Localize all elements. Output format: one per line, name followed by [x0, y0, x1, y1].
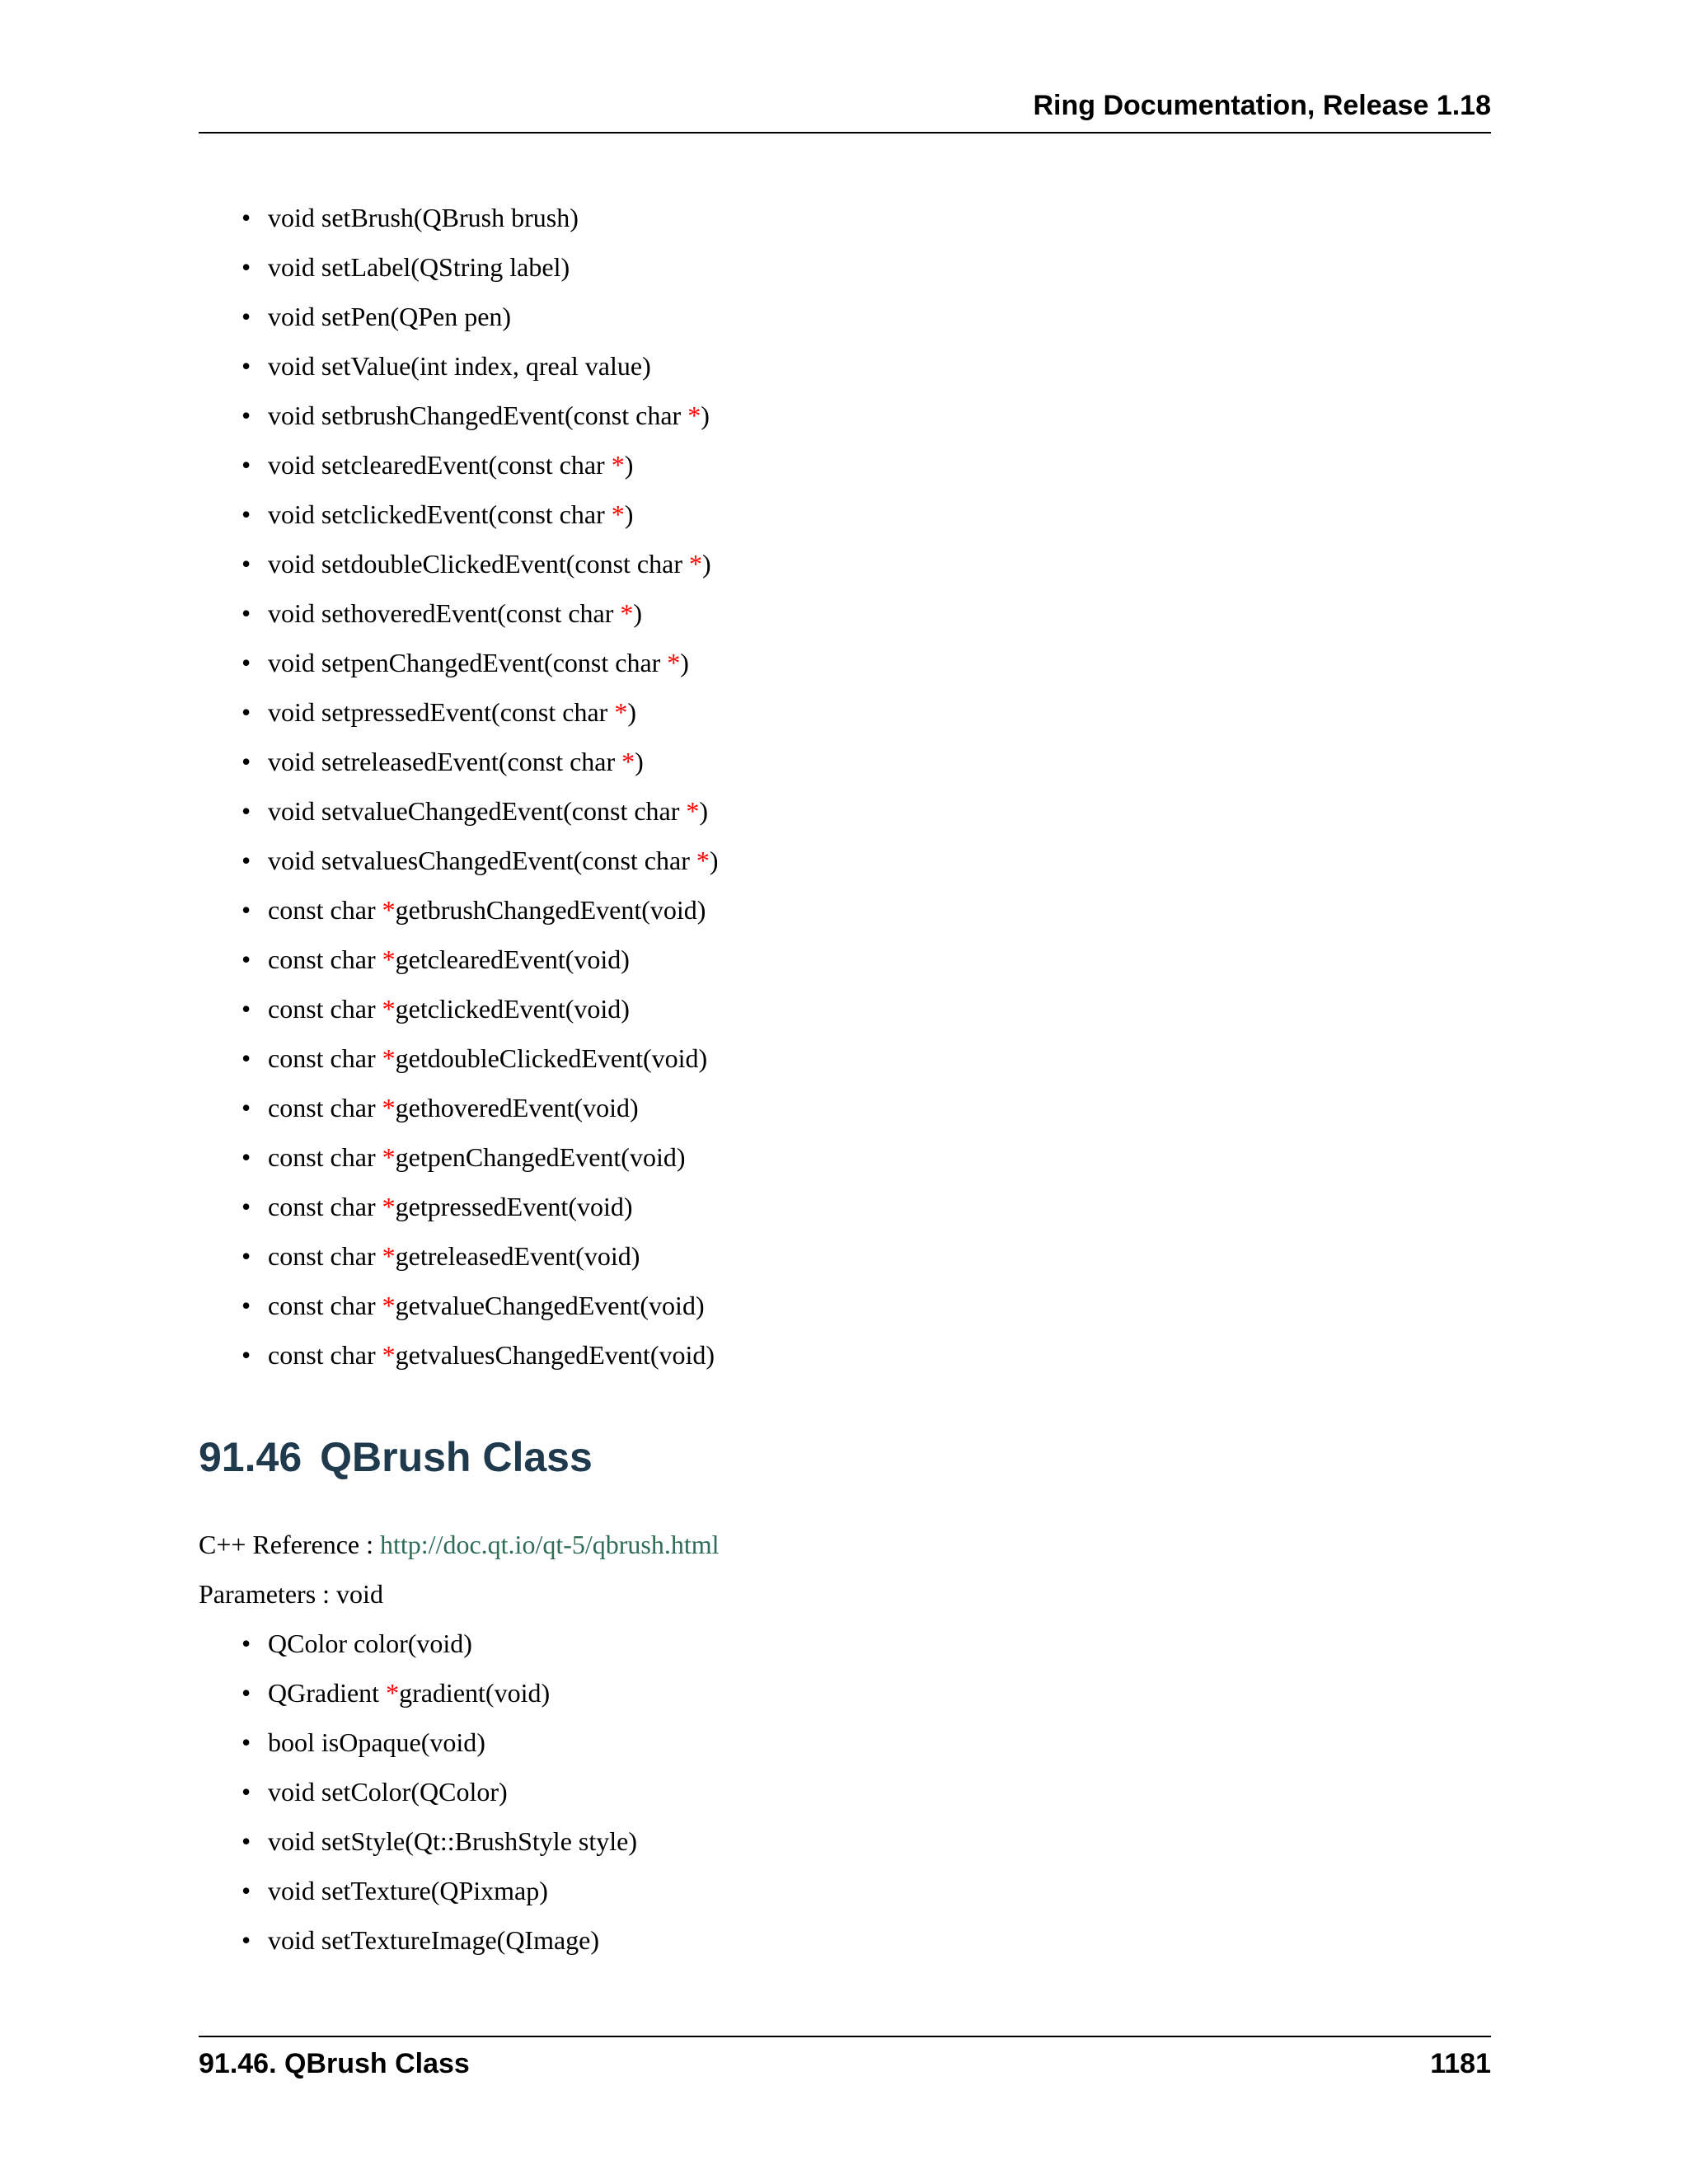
- method-item: [199, 588, 719, 638]
- pointer-asterisk: *: [687, 401, 701, 430]
- pointer-asterisk: *: [696, 846, 710, 875]
- method-text: ): [624, 499, 634, 529]
- footer-page-number: 1181: [1430, 2048, 1491, 2079]
- method-list-previous-class: [199, 193, 719, 1380]
- method-item: [199, 1231, 719, 1281]
- method-text: const char: [268, 895, 382, 925]
- method-item: [199, 786, 719, 836]
- cpp-reference-label: C++ Reference :: [199, 1530, 380, 1559]
- method-text: void setValue(int index, qreal value): [268, 351, 651, 381]
- method-text: ): [627, 697, 636, 727]
- pointer-asterisk: *: [686, 796, 700, 826]
- method-item: [199, 1619, 637, 1668]
- method-text: getclickedEvent(void): [395, 994, 630, 1024]
- pointer-asterisk: *: [382, 895, 396, 925]
- method-text: QColor color(void): [268, 1629, 472, 1658]
- method-item: [199, 1866, 637, 1915]
- pointer-asterisk: *: [382, 1093, 396, 1122]
- pointer-asterisk: *: [386, 1678, 400, 1708]
- method-text: void setTextureImage(QImage): [268, 1925, 600, 1955]
- method-text: void sethoveredEvent(const char: [268, 598, 621, 628]
- pointer-asterisk: *: [614, 697, 628, 727]
- method-text: const char: [268, 944, 382, 974]
- method-text: const char: [268, 1093, 382, 1122]
- method-text: ): [635, 747, 644, 776]
- method-text: ): [633, 598, 643, 628]
- pointer-asterisk: *: [382, 1241, 396, 1271]
- method-item: [199, 737, 719, 786]
- method-item: [199, 1668, 637, 1718]
- method-text: bool isOpaque(void): [268, 1727, 485, 1757]
- method-text: ): [680, 648, 689, 677]
- footer-section-name: 91.46. QBrush Class: [199, 2048, 470, 2079]
- method-text: void setColor(QColor): [268, 1777, 508, 1807]
- method-text: ): [701, 401, 710, 430]
- cpp-reference-line: [199, 1520, 720, 1569]
- method-item: [199, 885, 719, 935]
- method-item: [199, 687, 719, 737]
- method-text: void setvalueChangedEvent(const char: [268, 796, 687, 826]
- method-text: void setvaluesChangedEvent(const char: [268, 846, 696, 875]
- method-text: QGradient: [268, 1678, 387, 1708]
- method-text: void setpenChangedEvent(const char: [268, 648, 668, 677]
- method-item: [199, 490, 719, 539]
- pointer-asterisk: *: [382, 1142, 396, 1172]
- pointer-asterisk: *: [620, 598, 634, 628]
- method-text: ): [709, 846, 719, 875]
- method-text: ): [624, 450, 634, 480]
- pointer-asterisk: *: [382, 994, 396, 1024]
- method-text: const char: [268, 1192, 382, 1221]
- method-text: getdoubleClickedEvent(void): [395, 1043, 708, 1073]
- pointer-asterisk: *: [382, 1043, 396, 1073]
- pointer-asterisk: *: [667, 648, 681, 677]
- method-text: const char: [268, 1142, 382, 1172]
- method-text: const char: [268, 1291, 382, 1320]
- method-text: getclearedEvent(void): [395, 944, 630, 974]
- method-text: void setTexture(QPixmap): [268, 1876, 548, 1905]
- method-item: [199, 1132, 719, 1182]
- method-item: [199, 1083, 719, 1132]
- method-text: const char: [268, 1340, 382, 1370]
- cpp-reference-link[interactable]: http://doc.qt.io/qt-5/qbrush.html: [380, 1530, 720, 1559]
- section-heading: [199, 1431, 593, 1483]
- pointer-asterisk: *: [621, 747, 635, 776]
- method-text: void setreleasedEvent(const char: [268, 747, 622, 776]
- method-text: getreleasedEvent(void): [395, 1241, 640, 1271]
- method-list-qbrush: [199, 1619, 637, 1965]
- method-item: [199, 440, 719, 490]
- method-text: gethoveredEvent(void): [395, 1093, 639, 1122]
- method-text: void setclickedEvent(const char: [268, 499, 612, 529]
- method-item: [199, 539, 719, 588]
- pointer-asterisk: *: [382, 1340, 396, 1370]
- method-text: void setbrushChangedEvent(const char: [268, 401, 688, 430]
- method-text: void setLabel(QString label): [268, 252, 570, 282]
- method-item: [199, 242, 719, 292]
- method-item: [199, 1767, 637, 1816]
- pointer-asterisk: *: [688, 549, 702, 579]
- method-item: [199, 1718, 637, 1767]
- method-text: const char: [268, 994, 382, 1024]
- pointer-asterisk: *: [382, 944, 396, 974]
- method-text: void setclearedEvent(const char: [268, 450, 612, 480]
- method-text: const char: [268, 1241, 382, 1271]
- method-item: [199, 193, 719, 242]
- method-text: const char: [268, 1043, 382, 1073]
- method-item: [199, 1033, 719, 1083]
- method-item: [199, 836, 719, 885]
- page-footer: [199, 2036, 1491, 2083]
- method-text: getbrushChangedEvent(void): [395, 895, 706, 925]
- method-text: ): [699, 796, 709, 826]
- method-text: getpressedEvent(void): [395, 1192, 633, 1221]
- method-text: void setPen(QPen pen): [268, 302, 512, 331]
- method-text: void setpressedEvent(const char: [268, 697, 615, 727]
- method-item: [199, 638, 719, 687]
- method-text: ): [701, 549, 711, 579]
- method-item: [199, 1182, 719, 1231]
- method-text: getvalueChangedEvent(void): [395, 1291, 705, 1320]
- method-item: [199, 984, 719, 1033]
- method-item: [199, 292, 719, 341]
- method-text: void setStyle(Qt::BrushStyle style): [268, 1826, 637, 1856]
- method-text: void setdoubleClickedEvent(const char: [268, 549, 689, 579]
- method-text: gradient(void): [399, 1678, 551, 1708]
- method-item: [199, 341, 719, 391]
- section-title-text: QBrush Class: [320, 1434, 593, 1480]
- pointer-asterisk: *: [382, 1291, 396, 1320]
- method-text: getpenChangedEvent(void): [395, 1142, 686, 1172]
- method-text: getvaluesChangedEvent(void): [395, 1340, 715, 1370]
- method-text: void setBrush(QBrush brush): [268, 203, 579, 232]
- method-item: [199, 1915, 637, 1965]
- method-item: [199, 1816, 637, 1866]
- pointer-asterisk: *: [382, 1192, 396, 1221]
- method-item: [199, 1330, 719, 1380]
- method-item: [199, 935, 719, 984]
- section-number: 91.46: [199, 1434, 302, 1480]
- parameters-line: Parameters : void: [199, 1579, 383, 1609]
- pointer-asterisk: *: [611, 499, 625, 529]
- method-item: [199, 1281, 719, 1330]
- page-header: [199, 89, 1491, 134]
- pointer-asterisk: *: [611, 450, 625, 480]
- method-item: [199, 391, 719, 440]
- document-title: Ring Documentation, Release 1.18: [1033, 90, 1491, 121]
